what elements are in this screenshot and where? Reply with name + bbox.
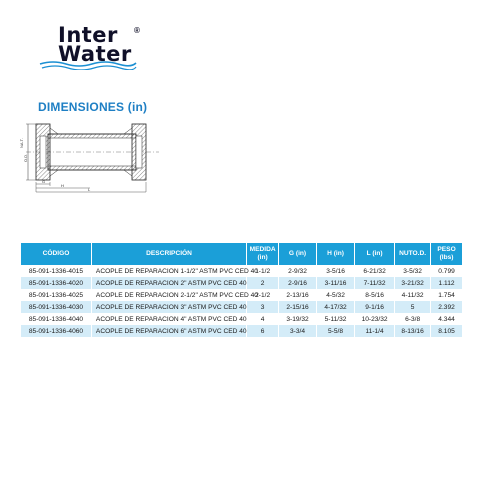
header-codigo: CÓDIGO [21, 243, 91, 265]
label-nat: NA.T. [19, 138, 24, 148]
cell-h: 4-5/32 [326, 291, 345, 299]
cell-peso: 1.754 [438, 291, 455, 299]
cell-h: 3-5/16 [326, 267, 345, 275]
label-od: O.D. [23, 153, 28, 162]
table-row [21, 325, 462, 337]
table-row [21, 313, 462, 325]
cell-g: 2-13/16 [286, 291, 309, 299]
table-header-row [21, 243, 462, 265]
logo-word-inter: Inter [58, 23, 118, 47]
header-nut-od: NUTO.D. [395, 243, 430, 265]
cell-h: 5-11/32 [324, 315, 347, 323]
cell-codigo: 85-091-1336-4060 [21, 325, 91, 337]
cell-descripcion: ACOPLE DE REPARACION 2" ASTM PVC CED 40 [92, 277, 246, 289]
table-row [21, 301, 462, 313]
cell-l: 8-5/16 [365, 291, 384, 299]
cell-nut-od: 4-11/32 [401, 291, 424, 299]
cell-peso: 1.112 [431, 277, 462, 289]
cell-descripcion: ACOPLE DE REPARACION 4" ASTM PVC CED 40 [95, 315, 247, 323]
logo-word-water: Water [58, 42, 132, 66]
header-peso: PESO (lbs) [431, 243, 462, 265]
cell-h: 4-17/32 [317, 301, 354, 313]
cell-codigo: 85-091-1336-4025 [28, 291, 84, 299]
registered-mark: ® [134, 26, 140, 35]
cell-g: 3-19/32 [286, 315, 309, 323]
cell-codigo: 85-091-1336-4040 [28, 315, 84, 323]
cell-l: 7-11/32 [355, 277, 394, 289]
cell-medida: 6 [247, 325, 278, 337]
inter-water-logo [58, 23, 148, 66]
cell-g: 2-9/16 [279, 277, 316, 289]
cell-l: 9-1/16 [355, 301, 394, 313]
cell-peso: 4.344 [438, 315, 455, 323]
label-l: L [88, 187, 91, 192]
cell-peso: 0.799 [438, 267, 455, 275]
cell-medida: 3 [247, 301, 278, 313]
cell-peso: 2.392 [431, 301, 462, 313]
header-medida: MEDIDA (in) [247, 243, 278, 265]
cell-nut-od: 6-3/8 [405, 315, 421, 323]
cell-nut-od: 3-21/32 [395, 277, 430, 289]
cell-descripcion: ACOPLE DE REPARACION 1-1/2" ASTM PVC CED 40 [95, 267, 258, 275]
dimensions-table [20, 243, 463, 337]
cell-h: 5-5/8 [317, 325, 354, 337]
cell-l: 11-1/4 [355, 325, 394, 337]
cell-g: 2-9/32 [288, 267, 307, 275]
table-row [21, 277, 462, 289]
header-g: G (in) [279, 243, 316, 265]
cell-l: 10-23/32 [361, 315, 388, 323]
cell-g: 2-15/16 [279, 301, 316, 313]
cell-medida: 2-1/2 [255, 291, 271, 299]
cell-descripcion: ACOPLE DE REPARACION 6" ASTM PVC CED 40 [92, 325, 246, 337]
header-l: L (in) [355, 243, 394, 265]
header-h: H (in) [317, 243, 354, 265]
dimensions-title: DIMENSIONES (in) [38, 100, 148, 114]
cell-peso: 8.105 [431, 325, 462, 337]
header-descripcion: DESCRIPCIÓN [92, 243, 246, 265]
cell-medida: 1-1/2 [255, 267, 271, 275]
label-g: G [42, 179, 46, 184]
table-row [21, 265, 462, 277]
wave-icon [38, 60, 138, 70]
cell-codigo: 85-091-1336-4030 [21, 301, 91, 313]
cell-codigo: 85-091-1336-4020 [21, 277, 91, 289]
cell-nut-od: 3-5/32 [403, 267, 422, 275]
cell-descripcion: ACOPLE DE REPARACION 2-1/2" ASTM PVC CED 40 [95, 291, 258, 299]
cell-nut-od: 8-13/16 [395, 325, 430, 337]
cell-l: 6-21/32 [363, 267, 386, 275]
cell-codigo: 85-091-1336-4015 [28, 267, 84, 275]
table-row [21, 289, 462, 301]
label-h: H [61, 183, 64, 188]
cell-medida: 4 [260, 315, 265, 323]
cell-medida: 2 [247, 277, 278, 289]
cell-g: 3-3/4 [279, 325, 316, 337]
coupling-dimension-drawing [14, 114, 164, 194]
cell-descripcion: ACOPLE DE REPARACION 3" ASTM PVC CED 40 [92, 301, 246, 313]
cell-h: 3-11/16 [317, 277, 354, 289]
cell-nut-od: 5 [395, 301, 430, 313]
